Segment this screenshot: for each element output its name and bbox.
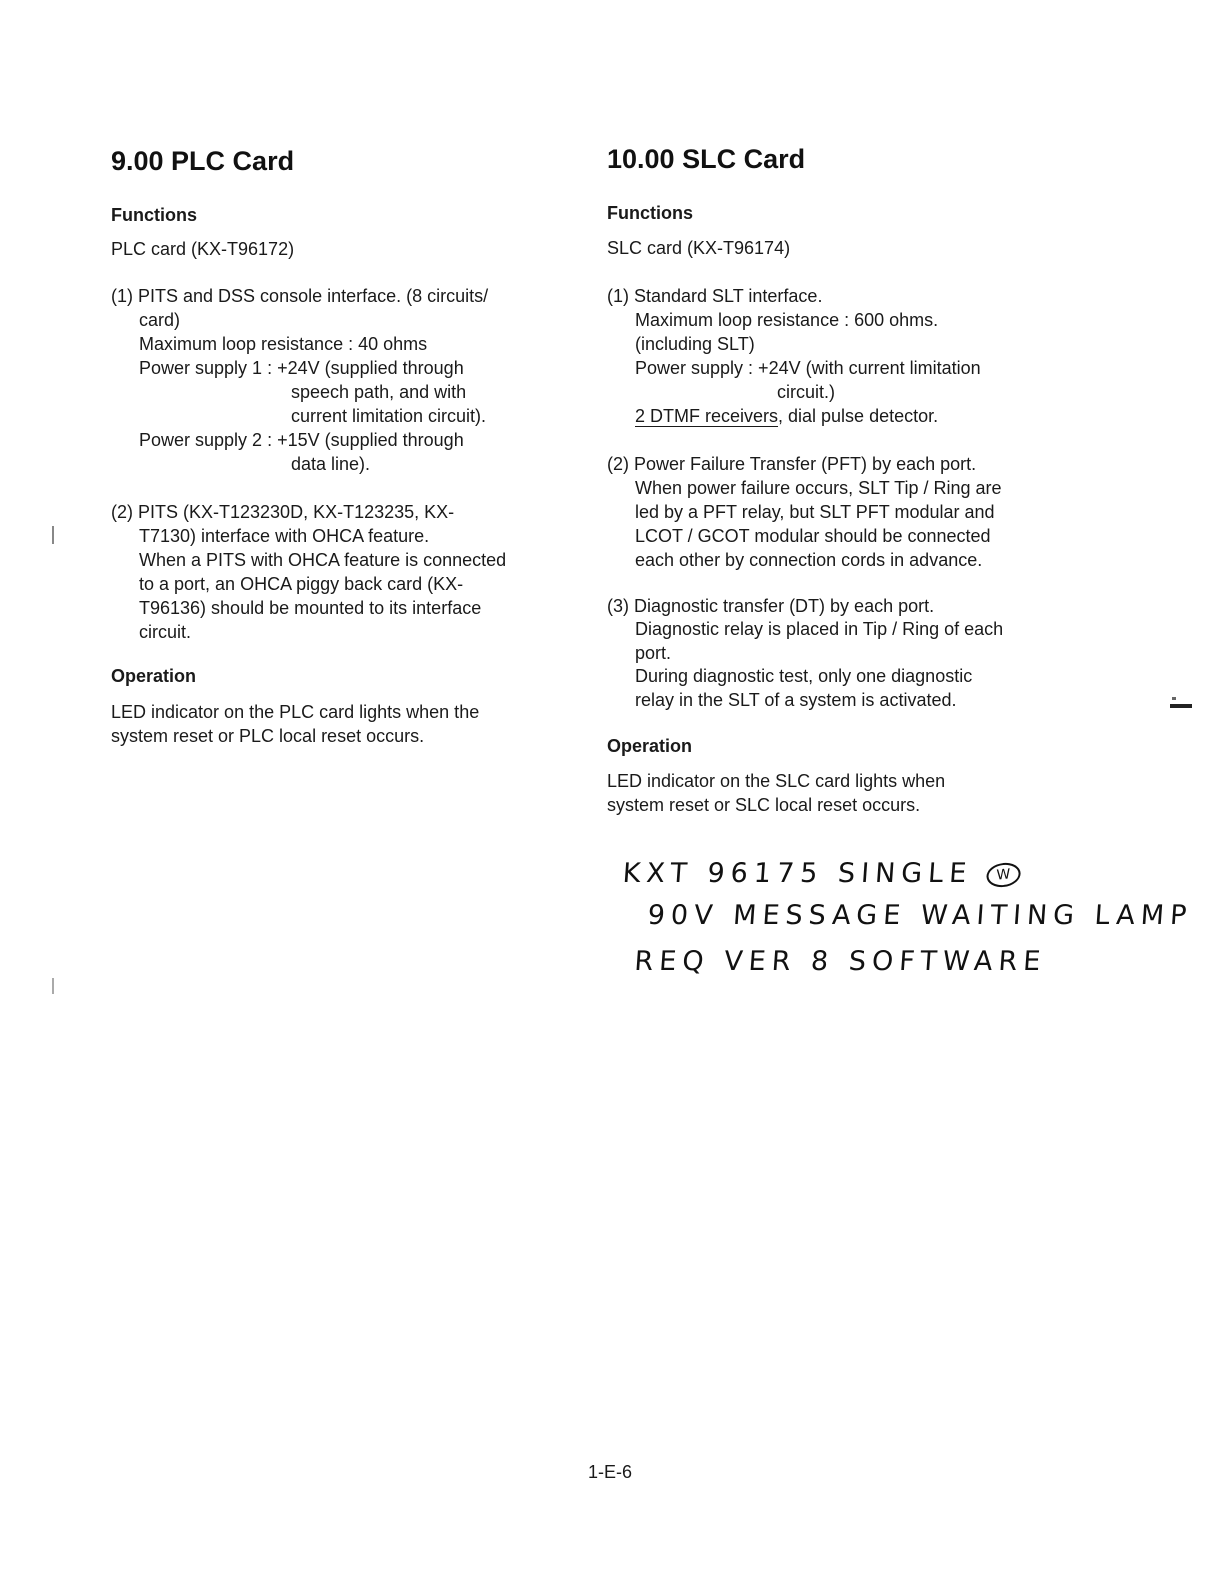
handwritten-line-2: 90V MESSAGE WAITING LAMP xyxy=(646,900,1194,931)
plc-line: current limitation circuit). xyxy=(291,406,487,426)
plc-line: T7130) interface with OHCA feature. xyxy=(139,526,430,546)
plc-operation-line: LED indicator on the PLC card lights when the xyxy=(111,702,480,722)
page-number: 1-E-6 xyxy=(587,1462,632,1482)
slc-operation-line: LED indicator on the SLC card lights when xyxy=(607,771,946,791)
circled-w-mark: W xyxy=(986,861,1021,888)
plc-line: (1) PITS and DSS console interface. (8 circuits/ xyxy=(111,286,489,306)
slc-line: Power supply : +24V (with current limitation xyxy=(635,358,981,378)
slc-line: led by a PFT relay, but SLT PFT modular and xyxy=(635,502,995,522)
slc-line: (1) Standard SLT interface. xyxy=(607,286,823,306)
plc-line: to a port, an OHCA piggy back card (KX- xyxy=(139,574,464,594)
slc-line: (3) Diagnostic transfer (DT) by each port. xyxy=(607,596,935,616)
handwritten-line-3: REQ VER 8 SOFTWARE xyxy=(633,946,1048,977)
plc-operation-line: system reset or PLC local reset occurs. xyxy=(111,726,425,746)
scan-mark xyxy=(52,526,54,544)
plc-line: circuit. xyxy=(139,622,192,642)
slc-line: relay in the SLT of a system is activated. xyxy=(635,690,957,710)
slc-line: (including SLT) xyxy=(635,334,755,354)
slc-line: LCOT / GCOT modular should be connected xyxy=(635,526,991,546)
plc-line: (2) PITS (KX-T123230D, KX-T123235, KX- xyxy=(111,502,455,522)
slc-functions-heading: Functions xyxy=(607,203,693,223)
slc-operation-heading: Operation xyxy=(607,736,693,756)
plc-line: card) xyxy=(139,310,181,330)
plc-line: T96136) should be mounted to its interface xyxy=(139,598,482,618)
scan-mark xyxy=(52,978,54,994)
plc-card-model: PLC card (KX-T96172) xyxy=(111,239,295,259)
slc-line: During diagnostic test, only one diagnostic xyxy=(635,666,973,686)
slc-line-dtmf xyxy=(635,404,938,428)
slc-card-model: SLC card (KX-T96174) xyxy=(607,238,791,258)
plc-line: Power supply 2 : +15V (supplied through xyxy=(139,430,464,450)
scan-mark xyxy=(1170,704,1192,708)
handwritten-line-1 xyxy=(622,858,1022,889)
dtmf-underlined-text: 2 DTMF receivers xyxy=(635,406,779,426)
slc-operation-line: system reset or SLC local reset occurs. xyxy=(607,795,921,815)
plc-line: speech path, and with xyxy=(291,382,467,402)
dtmf-rest-text: , dial pulse detector. xyxy=(778,406,939,426)
plc-section-title: 9.00 PLC Card xyxy=(111,146,295,176)
slc-line: port. xyxy=(635,643,672,663)
scan-mark xyxy=(1172,697,1176,700)
slc-line: Maximum loop resistance : 600 ohms. xyxy=(635,310,939,330)
plc-line: data line). xyxy=(291,454,371,474)
plc-line: When a PITS with OHCA feature is connected xyxy=(139,550,507,570)
slc-line: each other by connection cords in advance. xyxy=(635,550,983,570)
plc-line: Maximum loop resistance : 40 ohms xyxy=(139,334,428,354)
slc-section-title: 10.00 SLC Card xyxy=(607,144,806,174)
plc-functions-heading: Functions xyxy=(111,205,197,225)
slc-line: When power failure occurs, SLT Tip / Ring are xyxy=(635,478,1002,498)
plc-line: Power supply 1 : +24V (supplied through xyxy=(139,358,464,378)
slc-line: (2) Power Failure Transfer (PFT) by each port. xyxy=(607,454,977,474)
handwritten-line-1-text: KXT 96175 SINGLE xyxy=(621,858,974,889)
slc-line: Diagnostic relay is placed in Tip / Ring of each xyxy=(635,619,1004,639)
slc-line: circuit.) xyxy=(777,382,835,402)
plc-operation-heading: Operation xyxy=(111,666,197,686)
